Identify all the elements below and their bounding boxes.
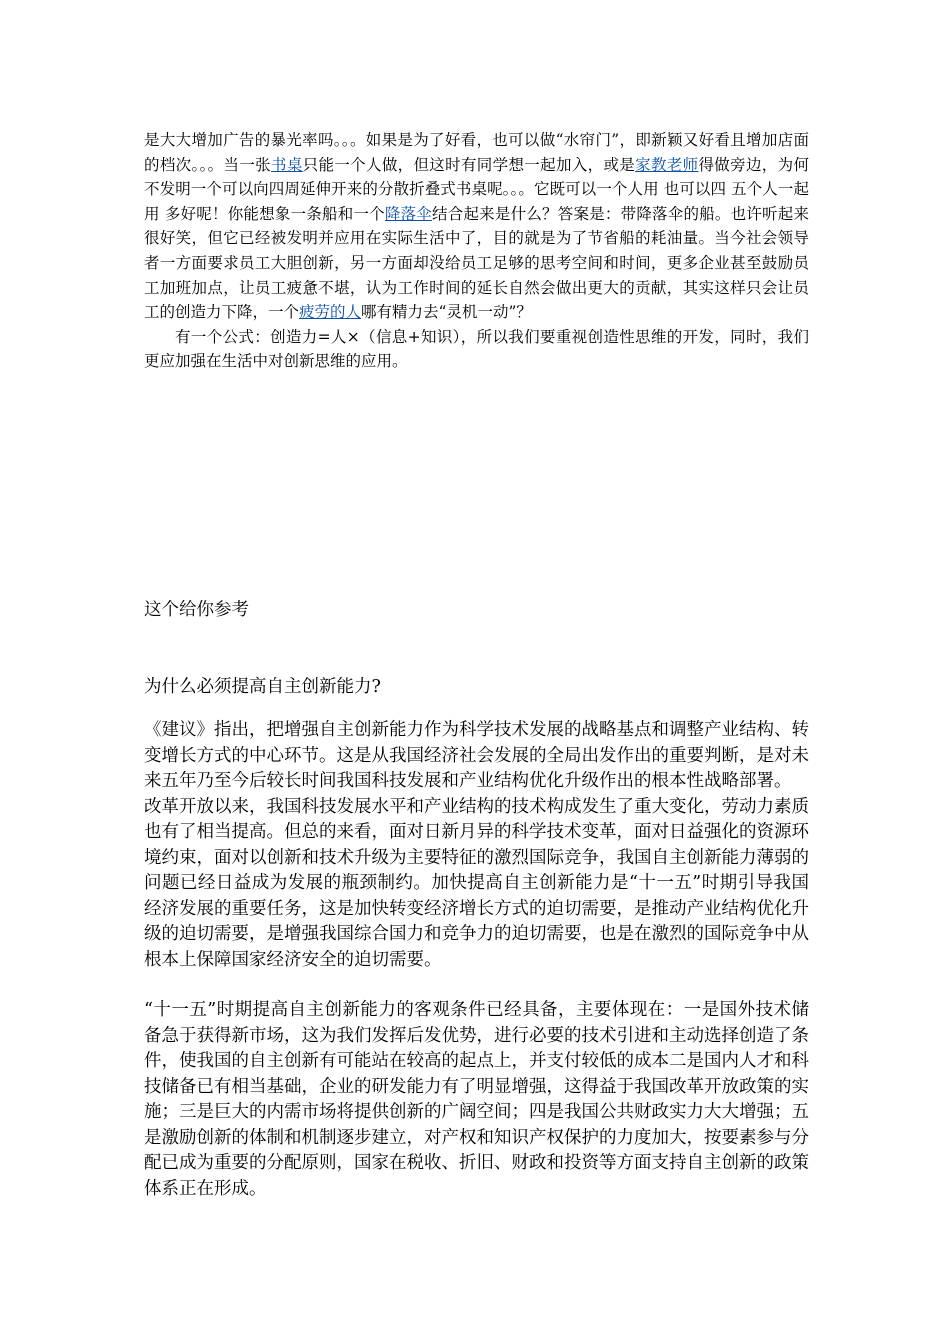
suggestion-paragraph: 《建议》指出，把增强自主创新能力作为科学技术发展的战略基点和调整产业结构、转变增长方式的中心环节。这是从我国经济社会发展的全局出发作出的重要判断，是对未来五年乃至今后较长时间我国科技发展和产业结构优化升级作出的根本性战略部署。 (144, 720, 809, 791)
text-run: 只能一个人做，但这时有同学想一起加入，或是 (302, 155, 636, 174)
question-heading: 为什么必须提高自主创新能力? (144, 677, 381, 697)
tired-person-link[interactable]: 疲劳的人 (299, 303, 362, 322)
formula-paragraph: 有一个公式：创造力=人×（信息+知识），所以我们要重视创造性思维的开发，同时，我们更应加强在生活中对创新思维的应用。 (144, 327, 809, 371)
conditions-paragraph: “十一五”时期提高自主创新能力的客观条件已经具备，主要体现在：一是国外技术储备急于获得新市场，这为我们发挥后发优势，进行必要的技术引进和主动选择创造了条件，使我国的自主创新有可能站在较高的起点上，并支付较低的成本二是国内人才和科技储备已有相当基础，企业的研发能力有了明显增强，这得益于我国改革开放政策的实施；三是巨大的内需市场将提供创新的广阔空间；四是我国公共财政实力大大增强；五是激励创新的体制和机制逐步建立，对产权和知识产权保护的力度加大，按要素参与分配已成为重要的分配原则，国家在税收、折旧、财政和投资等方面支持自主创新的政策体系正在形成。 (144, 1000, 809, 1199)
parachute-link[interactable]: 降落伞 (384, 204, 433, 223)
reference-note: 这个给你参考 (144, 600, 249, 620)
tutor-link[interactable]: 家教老师 (635, 155, 699, 174)
reform-paragraph: 改革开放以来，我国科技发展水平和产业结构的技术构成发生了重大变化，劳动力素质也有了相当提高。但总的来看，面对日新月异的科学技术变革，面对日益强化的资源环境约束，面对以创新和技术升级为主要特征的激烈国际竞争，我国自主创新能力薄弱的问题已经日益成为发展的瓶颈制约。加快提高自主创新能力是“十一五”时期引导我国经济发展的重要任务，这是加快转变经济增长方式的迫切需要，是推动产业结构优化升级的迫切需要，是增强我国综合国力和竞争力的迫切需要，也是在激烈的国际竞争中从根本上保障国家经济安全的迫切需要。 (144, 796, 809, 970)
paragraph-gap (144, 973, 809, 998)
desk-link[interactable]: 书桌 (270, 155, 303, 174)
text-run: 结合起来是什么？答案是：带降落伞的船。也许听起来很好笑，但它已经被发明并应用在实际生活中了，目的就是为了节省船的耗油量。当今社会领导者一方面要求员工大胆创新，另一方面却没给员工足够的思考空间和时间，更多企业甚至鼓励员工加班加点，让员工疲惫不堪，认为工作时间的延长自然会做出更大的贡献，其实这样只会让员工的创造力下降，一个 (144, 204, 809, 322)
text-run: 哪有精力去“灵机一动”？ (361, 303, 532, 322)
text-run: 是大大增加广告的暴光率吗。。。如果是为了好看，也可以做“水帘门”，即新颖又好看且增加店面的档次。。。当一张 (144, 131, 809, 174)
creativity-paragraph (144, 128, 809, 325)
creativity-section (144, 128, 809, 374)
text-run: 得做旁边，为何不发明一个可以向四周延伸开来的分散折叠式书桌呢。。。它既可以一个人用 也可以四 五个人一起用 多好呢！你能想象一条船和一个 (144, 155, 809, 223)
innovation-section (144, 718, 809, 1202)
